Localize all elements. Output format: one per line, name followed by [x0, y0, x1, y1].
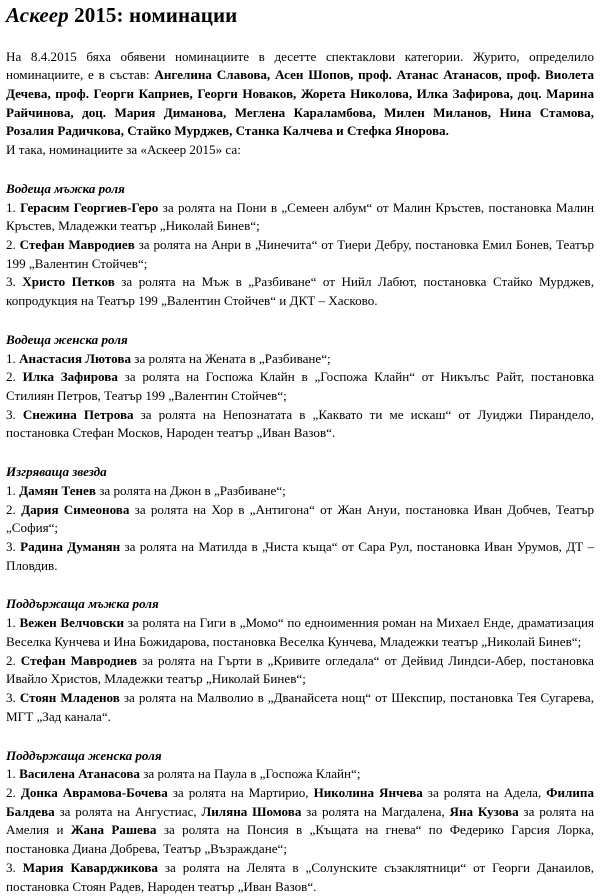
section-title: Водеща женска роля	[6, 331, 128, 347]
nomination-item: 1. Анастасия Лютова за ролята на Жената в „Разбиване“;	[6, 350, 331, 366]
nomination-item: 3. Стоян Младенов за ролята на Малволио в „Дванайсета нощ“ от Шекспир, постановка Тея Сугарева, МГТ „Зад канала“.	[6, 690, 595, 724]
intro-paragraph: На 8.4.2015 бяха обявени номинациите в десетте спектаклови категории. Журито, определило номинациите, е в състав: Ангелина Славова, Асен Шопов, проф. Атанас Атанасов, проф. Виолета Дечева, проф. Георги Каприев, Георги Новаков, Жорета Николова, Илка Зафирова, доц. Марина Райчинова, доц. Мария Диманова, Меглена Караламбова, Милен Миланов, Нина Стамова, Розалия Радичкова, Стайко Мурджев, Станка Калчева и Стефка Янорова.	[6, 48, 594, 139]
section-title: Поддържаща мъжка роля	[6, 596, 159, 612]
nomination-item: 1. Герасим Георгиев-Геро за ролята на Пони в „Семеен албум“ от Малин Кръстев, постановка Малин Кръстев, Младежки театър „Николай Бинев“;	[6, 199, 594, 234]
nomination-item: 1. Василена Атанасова за ролята на Паула в „Госпожа Клайн“;	[6, 766, 361, 782]
nomination-item: 2. Дария Симеонова за ролята на Хор в „Антигона“ от Жан Ануи, постановка Иван Добчев, Театър „София“;	[6, 501, 594, 536]
nomination-list	[6, 199, 594, 311]
page-title	[6, 4, 594, 28]
page-title-rest: 2015: номинации	[68, 3, 238, 27]
nomination-item: 1. Дамян Тенев за ролята на Джон в „Разбиване“;	[6, 482, 286, 498]
nomination-item: 3. Мария Каварджикова за ролята на Лелята в „Солунските съзаклятници“ от Георги Данаилов, постановка Стоян Радев, Народен театър „Иван Вазов“.	[6, 859, 595, 894]
sections-container	[6, 180, 594, 896]
nomination-list	[6, 350, 594, 444]
section-title: Водеща мъжка роля	[6, 180, 125, 196]
nomination-section	[6, 331, 594, 443]
nomination-section	[6, 595, 594, 726]
nomination-item: 2. Стефан Мавродиев за ролята на Гърти в „Кривите огледала“ от Дейвид Линдси-Абер, постановка Ивайло Христов, Младежки театър „Николай Бинев“;	[6, 652, 594, 687]
nomination-section	[6, 747, 594, 896]
nomination-item: 3. Радина Думанян за ролята на Матилда в „Чиста къща“ от Сара Рул, постановка Иван Урумов, ДТ – Пловдив.	[6, 539, 594, 573]
nomination-item: 2. Донка Аврамова-Бочева за ролята на Мартирио, Николина Янчева за ролята на Адела, Филипа Балдева за ролята на Ангустиас, Лиляна Шомова за ролята на Магдалена, Яна Кузова за ролята на Амелия и Жана Рашева за ролята на Понсия в „Къщата на гнева“ по Федерико Гарсия Лорка, постановка Диана Добрева, Театър „Възраждане“;	[6, 784, 595, 857]
nomination-list	[6, 482, 594, 576]
nomination-list	[6, 765, 594, 896]
nomination-item: 2. Илка Зафирова за ролята на Госпожа Клайн в „Госпожа Клайн“ от Никълъс Райт, постановка Стилиян Петров, Театър 199 „Валентин Стойчев“;	[6, 369, 595, 404]
nomination-item: 3. Христо Петков за ролята на Мъж в „Разбиване“ от Нийл Лабют, постановка Стайко Мурджев, копродукция на Театър 199 „Валентин Стойчев“ и ДКТ – Хасково.	[6, 274, 594, 309]
nomination-list	[6, 614, 594, 726]
section-title: Изгряваща звезда	[6, 464, 107, 480]
page-title-italic: Аскеер	[6, 3, 69, 27]
lead-in-paragraph: И така, номинациите за «Аскеер 2015» са:	[6, 142, 241, 158]
nomination-item: 2. Стефан Мавродиев за ролята на Анри в „Чинечита“ от Тиери Дебру, постановка Емил Бонев, Театър 199 „Валентин Стойчев“;	[6, 236, 595, 271]
nomination-item: 1. Вежен Велчовски за ролята на Гиги в „Момо“ по едноименния роман на Михаел Енде, драматизация Веселка Кунчева и Ина Божидарова, постановка Веселка Кунчева, Младежки театър „Николай Бинев“;	[6, 615, 595, 649]
nomination-section	[6, 180, 594, 311]
nomination-item: 3. Снежина Петрова за ролята на Непознатата в „Каквато ти ме искаш“ от Луиджи Пирандело, постановка Стефан Москов, Народен театър „Иван Вазов“.	[6, 406, 594, 441]
section-title: Поддържаща женска роля	[6, 747, 162, 763]
nomination-section	[6, 463, 594, 575]
